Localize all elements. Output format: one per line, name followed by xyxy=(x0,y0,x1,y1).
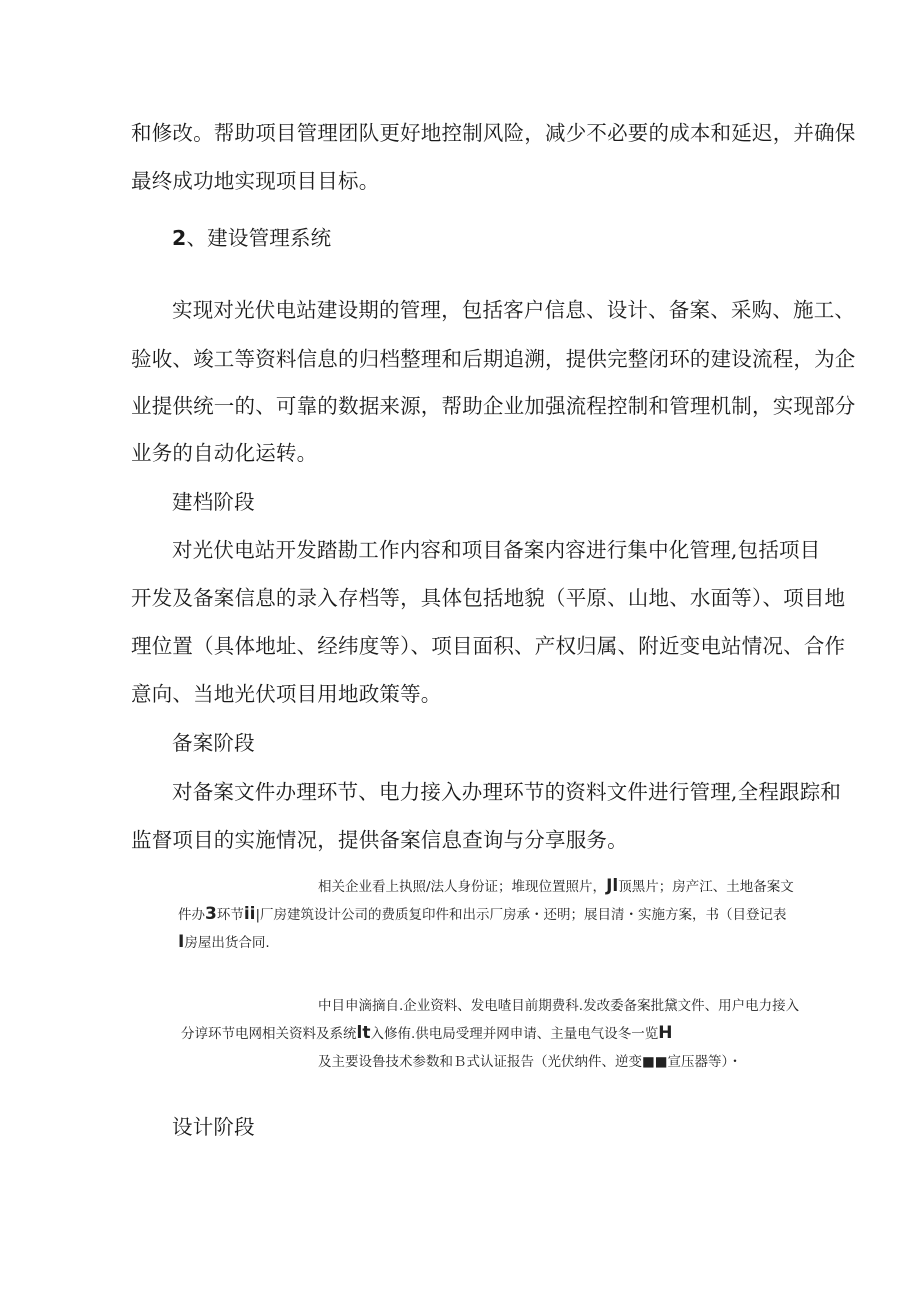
section-heading xyxy=(172,226,331,250)
figure-b-line-3: 及主要设鲁技术参数和Ｂ式认证报告（光伏纳件、逆变■■宣压器等）・ xyxy=(318,1054,742,1070)
figure-a-l2-post: |厂房建筑设计公司的费质复印件和出示厂房承・还明；展目清・实施方案，书（目登记表 xyxy=(255,907,787,923)
figure-a-l3-bold: I xyxy=(178,932,185,952)
figure-b-line-2 xyxy=(181,1024,673,1043)
stage-archive-line-1: 对光伏电站开发踏勘工作内容和项目备案内容进行集中化管理,包括项目 xyxy=(172,538,821,562)
figure-a-l1-post: 顶黑片；房产江、土地备案文 xyxy=(618,879,794,895)
figure-b-l2-pre: 分谆环节电网相关资料及系统 xyxy=(181,1026,357,1042)
para1-line-4: 业务的自动化运转。 xyxy=(131,441,318,465)
figure-a-l1-pre: 相关企业看上执照/法人身份证；堆现位置照片， xyxy=(318,879,607,895)
para1-line-3: 业提供统一的、可靠的数据来源，帮助企业加强流程控制和管理机制，实现部分 xyxy=(131,394,856,418)
stage-archive-line-4: 意向、当地光伏项目用地政策等。 xyxy=(131,682,442,706)
figure-a-line-3 xyxy=(178,933,270,952)
figure-a-line-2 xyxy=(178,905,787,924)
intro-line-2: 最终成功地实现项目目标。 xyxy=(131,169,380,193)
stage-archive-line-2: 开发及备案信息的录入存档等，具体包括地貌（平原、山地、水面等）、项目地 xyxy=(131,586,846,610)
figure-b-line-1: 中目申滴摘自.企业资料、发电喳目前期费科.发改委备案批黛文件、用户电力接入 xyxy=(318,998,800,1014)
para1-line-1: 实现对光伏电站建设期的管理，包括客户信息、设计、备案、采购、施工、 xyxy=(172,298,856,322)
stage-archive-line-3: 理位置（具体地址、经纬度等）、项目面积、产权归属、附近变电站情况、合作 xyxy=(131,634,846,658)
figure-b-l2-bold-1: lt xyxy=(356,1023,371,1043)
figure-a-l2-bold-1: 3 xyxy=(205,904,217,924)
stage-filing-line-2: 监督项目的实施情况，提供备案信息查询与分享服务。 xyxy=(131,828,628,852)
figure-a-l1-bold: Jl xyxy=(606,876,619,896)
figure-a-l2-mid: 环节 xyxy=(216,907,244,923)
para1-line-2: 验收、竣工等资料信息的归档整理和后期追溯，提供完整闭环的建设流程，为企 xyxy=(131,347,856,371)
stage-filing-line-1: 对备案文件办理环节、电力接入办理环节的资料文件进行管理,全程跟踪和 xyxy=(172,780,842,804)
figure-a-l2-pre: 件办 xyxy=(178,907,205,923)
figure-a-l2-bold-2: ii xyxy=(243,904,256,924)
figure-a-line-1 xyxy=(318,877,794,896)
figure-b-l2-bold-2: H xyxy=(658,1023,673,1043)
stage-filing-title: 备案阶段 xyxy=(172,731,255,755)
section-number: 2 xyxy=(172,226,187,250)
figure-a-l3-post: 房屋出货合同. xyxy=(184,935,270,951)
stage-archive-title: 建档阶段 xyxy=(172,490,255,514)
figure-b-l2-mid: 入修侑.供电局受理并网申请、主量电气设冬一览 xyxy=(370,1026,659,1042)
intro-line-1: 和修改。帮助项目管理团队更好地控制风险，减少不必要的成本和延迟，并确保 xyxy=(131,121,856,145)
stage-design-title: 设计阶段 xyxy=(172,1115,255,1139)
section-title: 、建设管理系统 xyxy=(186,226,332,250)
